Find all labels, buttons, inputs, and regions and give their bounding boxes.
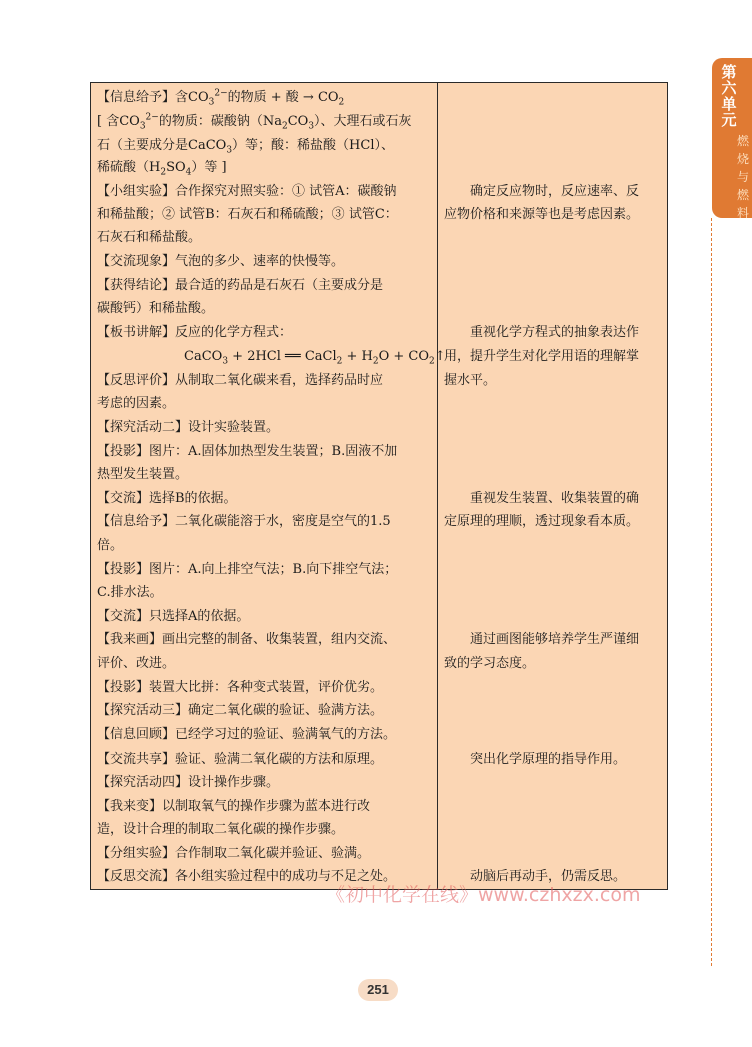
left-line: 【获得结论】最合适的药品是石灰石（主要成分是: [97, 278, 384, 293]
left-line: 【交流】选择B的依据。: [97, 491, 237, 506]
side-dashed-rule: [711, 218, 712, 966]
right-line: 致的学习态度。: [444, 656, 536, 671]
left-line: C.排水法。: [97, 585, 163, 600]
left-line: 热型发生装置。: [97, 467, 189, 482]
right-line: 重视化学方程式的抽象表达作: [470, 325, 640, 340]
right-line: 握水平。: [444, 373, 497, 388]
unit-side-tab: [712, 58, 752, 218]
page-number: 251: [358, 979, 398, 1001]
column-divider: [437, 82, 438, 890]
left-line: 【投影】图片：A.向上排空气法；B.向下排空气法；: [97, 562, 398, 577]
right-line: 应物价格和来源等也是考虑因素。: [444, 207, 640, 222]
left-line: 考虑的因素。: [97, 396, 176, 411]
right-line: 重视发生装置、收集装置的确: [470, 491, 640, 506]
left-line: 【我来变】以制取氧气的操作步骤为蓝本进行改: [97, 799, 371, 814]
left-line: 【交流现象】气泡的多少、速率的快慢等。: [97, 254, 345, 269]
left-line: 评价、改进。: [97, 656, 176, 671]
left-line: 【我来画】画出完整的制备、收集装置，组内交流、: [97, 632, 397, 647]
unit-topic: 燃烧与燃料: [736, 134, 749, 220]
left-line: [ 含$CO_3^{2-}$的物质：碳酸钠$(Na_2CO_3)$、大理石或石灰: [97, 112, 412, 132]
right-line: 突出化学原理的指导作用。: [470, 752, 627, 767]
left-line: 石（主要成分是CaCO$_3$）等；酸：稀盐酸（HCl）、: [97, 138, 394, 156]
left-line: 【小组实验】合作探究对照实验：① 试管A：碳酸钠: [97, 184, 397, 199]
watermark: 《初中化学在线》www.czhxzx.com: [326, 884, 641, 906]
chemical-equation: CaCO$_3$ + 2HCl ══ CaCl$_2$ + $H_2O$ + $CO_2↑$: [184, 349, 446, 367]
right-line: 用，提升学生对化学用语的理解掌: [444, 349, 640, 364]
left-line: 【板书讲解】反应的化学方程式：: [97, 325, 293, 340]
right-line: 定原理的理顺，透过现象看本质。: [444, 514, 640, 529]
left-line: 石灰石和稀盐酸。: [97, 230, 202, 245]
right-line: 确定反应物时，反应速率、反: [470, 184, 640, 199]
left-line: 【交流】只选择A的依据。: [97, 609, 250, 624]
left-line: 稀硫酸$(H_2SO_4)$等 ]: [97, 160, 227, 178]
left-line: 【信息给予】二氧化碳能溶于水，密度是空气的1.5: [97, 514, 391, 529]
left-line: 和稀盐酸；② 试管B：石灰石和稀硫酸；③ 试管C：: [97, 207, 398, 222]
left-line: 【信息回顾】已经学习过的验证、验满氧气的方法。: [97, 727, 397, 742]
left-line: 【投影】装置大比拼：各种变式装置，评价优劣。: [97, 680, 384, 695]
left-line: 【信息给予】含$CO_3^{2-}$的物质 + 酸 → $CO_2$: [97, 88, 345, 108]
unit-title: 第六单元: [721, 63, 737, 129]
left-line: 【探究活动四】设计操作步骤。: [97, 775, 280, 790]
left-line: 【反思评价】从制取二氧化碳来看，选择药品时应: [97, 373, 384, 388]
right-line: 通过画图能够培养学生严谨细: [470, 632, 640, 647]
left-line: 【探究活动二】设计实验装置。: [97, 420, 280, 435]
left-line: 【探究活动三】确定二氧化碳的验证、验满方法。: [97, 703, 384, 718]
left-line: 倍。: [97, 538, 124, 553]
left-line: 【投影】图片：A.固体加热型发生装置；B.固液不加: [97, 444, 398, 459]
left-line: 碳酸钙）和稀盐酸。: [97, 301, 215, 316]
left-line: 【分组实验】合作制取二氧化碳并验证、验满。: [97, 846, 371, 861]
left-line: 【交流共享】验证、验满二氧化碳的方法和原理。: [97, 752, 384, 767]
left-line: 【反思交流】各小组实验过程中的成功与不足之处。: [97, 869, 397, 884]
right-line: 动脑后再动手，仍需反思。: [470, 869, 627, 884]
lesson-table: [90, 82, 668, 890]
left-line: 造，设计合理的制取二氧化碳的操作步骤。: [97, 822, 345, 837]
